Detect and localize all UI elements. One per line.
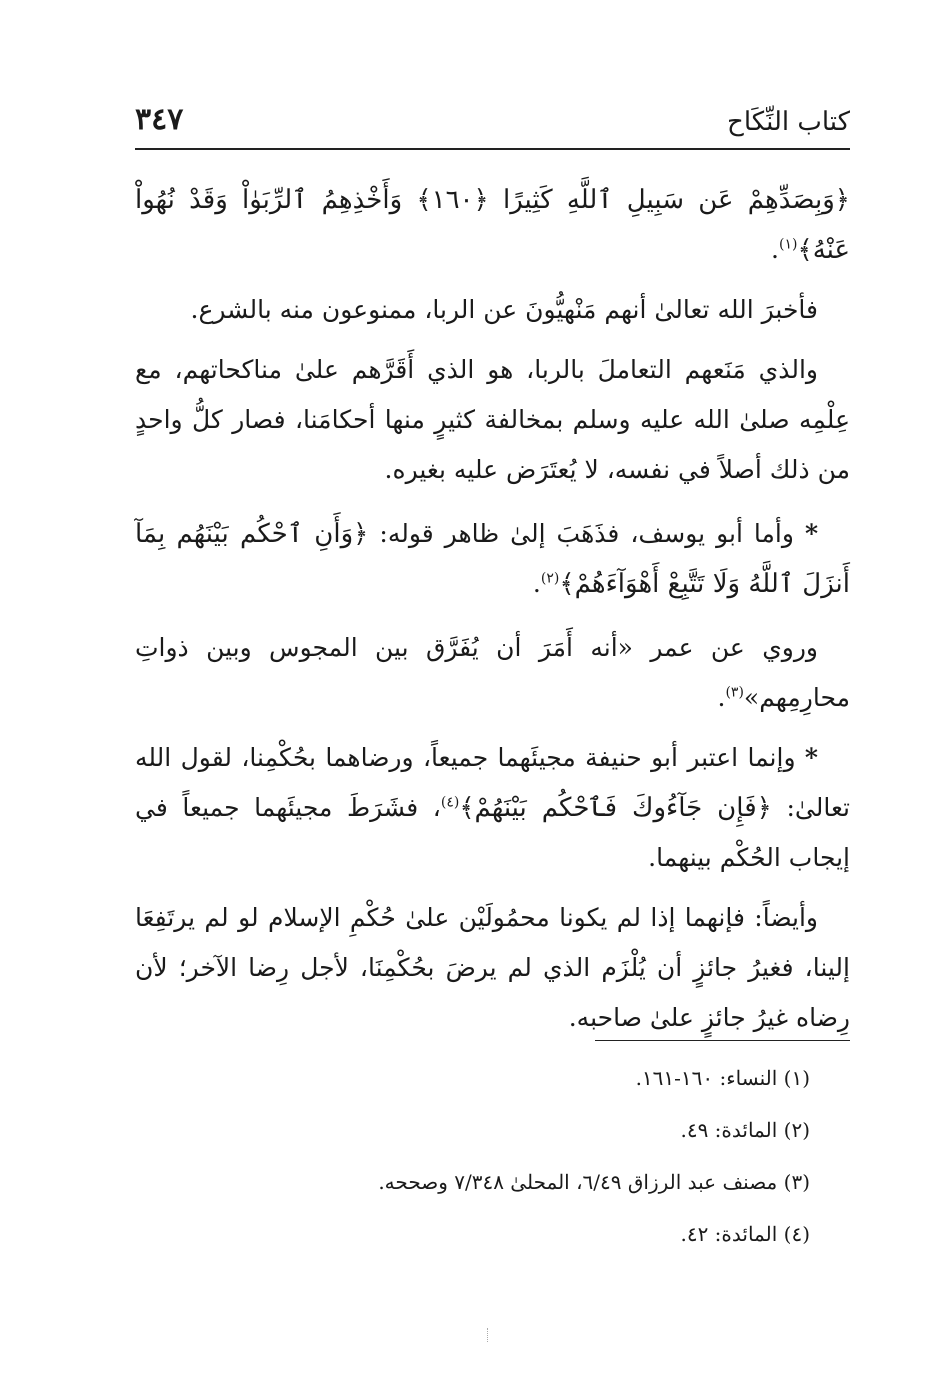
- paragraph: والذي مَنَعهم التعاملَ بالربا، هو الذي أَقَرَّهم علىٰ مناكحاتهم، مع عِلْمِه صلىٰ الله عليه وسلم بمخالفة كثيرٍ منها أحكامَنا، فصار كلُّ واحدٍ من ذلك أصلاً في نفسه، لا يُعتَرَض عليه بغيره.: [135, 355, 850, 484]
- paragraph: [135, 733, 850, 883]
- paragraph: وأيضاً: فإنهما إذا لم يكونا محمُولَيْن علىٰ حُكْمِ الإسلام لو لم يرتَفِعَا إلينا، فغيرُ جائزٍ أن يُلْزَم الذي لم يرضَ بحُكْمِنَا، لأجل رِضا الآخر؛ لأن رِضاه غيرُ جائزٍ علىٰ صاحبه.: [135, 903, 850, 1032]
- footnote: (٤) المائدة: ٤٢.: [680, 1222, 810, 1246]
- scan-speck: [487, 1328, 490, 1342]
- paragraph: فأخبرَ الله تعالىٰ أنهم مَنْهيُّونَ عن الربا، ممنوعون منه بالشرع.: [190, 295, 818, 324]
- running-title: كتاب النِّكَاح: [727, 107, 850, 137]
- footnote-separator: [595, 1040, 850, 1041]
- paragraph-text: ، فشَرَطَ مجيئَهما جميعاً في إيجاب الحُكْم بينهما.: [135, 793, 850, 872]
- footnote-ref: (٢): [540, 570, 560, 587]
- quran-verse: ﴿وَبِصَدِّهِمْ عَن سَبِيلِ ٱللَّهِ كَثِيرًا ﴿١٦٠﴾ وَأَخْذِهِمُ ٱلرِّبَوٰاْ وَقَدْ نُهُواْ عَنْهُ﴾: [135, 185, 850, 265]
- footnote-ref: (٣): [725, 684, 744, 701]
- punctuation: .: [532, 569, 541, 598]
- punctuation: .: [771, 235, 779, 264]
- page-number: ٣٤٧: [135, 102, 184, 137]
- paragraph: [135, 509, 850, 609]
- main-text: [135, 175, 850, 1043]
- punctuation: .: [717, 683, 726, 712]
- paragraph-quran-verse: [135, 175, 850, 275]
- paragraph: [135, 623, 850, 723]
- paragraph-text: وإنما اعتبر أبو حنيفة مجيئَهما جميعاً، ورضاهما بحُكْمِنا، لقول الله تعالىٰ:: [135, 743, 850, 822]
- footnote-ref: (٤): [440, 794, 460, 811]
- star-marker: *: [804, 519, 819, 548]
- paragraph-text: وروي عن عمر «أنه أَمَرَ أن يُفَرَّق بين المجوس وبين ذواتِ محارِمِهم»: [135, 633, 850, 712]
- star-marker: *: [804, 743, 818, 772]
- quran-verse: ﴿وَأَنِ ٱحْكُم بَيْنَهُم بِمَآ أَنزَلَ ٱللَّهُ وَلَا تَتَّبِعْ أَهْوَآءَهُمْ﴾: [135, 519, 850, 599]
- paragraph-text: وأما أبو يوسف، فذَهَبَ إلىٰ ظاهر قوله:: [379, 519, 794, 548]
- footnote: (١) النساء: ١٦٠-١٦١.: [635, 1066, 810, 1090]
- footnote: (٣) مصنف عبد الرزاق ٦/٤٩، المحلىٰ ٧/٣٤٨ وصححه.: [378, 1170, 810, 1194]
- footnote-ref: (١): [778, 236, 798, 253]
- footnote: (٢) المائدة: ٤٩.: [680, 1118, 810, 1142]
- footnotes: [135, 1052, 810, 1260]
- quran-verse: ﴿فَإِن جَآءُوكَ فَٱحْكُم بَيْنَهُمْ﴾: [459, 793, 772, 823]
- page-header: [135, 100, 850, 150]
